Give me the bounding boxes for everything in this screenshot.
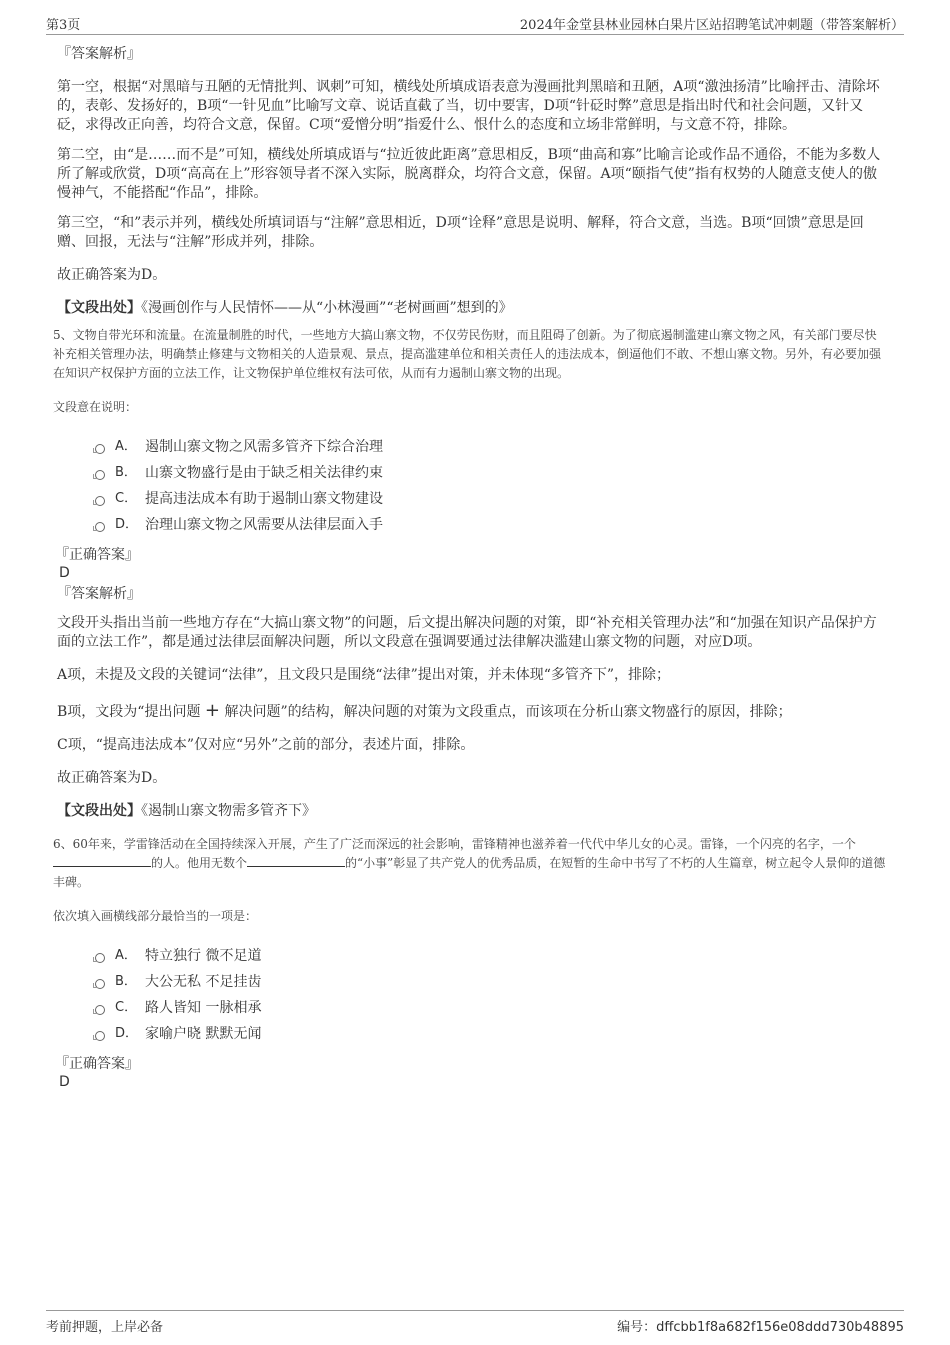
radio-icon[interactable] (95, 1031, 105, 1041)
stem-text: 的人。他用无数个 (151, 856, 248, 870)
radio-icon[interactable] (95, 496, 105, 506)
q4-analysis (57, 44, 886, 318)
page-number: 第3页 (46, 18, 81, 33)
radio-icon[interactable] (95, 470, 105, 480)
option-c[interactable] (95, 995, 886, 1021)
correct-answer: D (59, 1074, 70, 1090)
question-stem (53, 835, 886, 892)
fill-blank (247, 854, 345, 867)
source-title: 《遏制山寨文物需多管齐下》 (141, 803, 316, 819)
option-list (95, 434, 886, 538)
option-text: 路人皆知 一脉相承 (145, 1000, 262, 1016)
question-6 (53, 835, 886, 1091)
radio-icon[interactable] (95, 953, 105, 963)
document-title: 2024年金堂县林业园林白果片区站招聘笔试冲刺题（带答案解析） (519, 18, 904, 33)
option-text: 特立独行 微不足道 (145, 948, 262, 964)
document-code (617, 1316, 904, 1335)
source-title: 《漫画创作与人民情怀——从“小林漫画”“老树画画”想到的》 (141, 300, 513, 316)
code-value: dffcbb1f8a682f156e08ddd730b48895 (656, 1320, 904, 1335)
source-citation (57, 299, 886, 318)
option-d[interactable] (95, 1021, 886, 1047)
option-a[interactable] (95, 434, 886, 460)
option-b[interactable] (95, 460, 886, 486)
question-5 (53, 326, 886, 821)
radio-icon[interactable] (95, 522, 105, 532)
option-c[interactable] (95, 486, 886, 512)
option-letter: D． (115, 1026, 139, 1041)
option-letter: A． (115, 439, 137, 454)
analysis-paragraph: A项，未提及文段的关键词“法律”，且文段只是围绕“法律”提出对策，并未体现“多管齐下”，排除； (57, 667, 671, 683)
analysis-paragraph: 第二空，由“是……而不是”可知，横线处所填成语与“拉近彼此距离”意思相反，B项“曲高和寡”比喻言论或作品不通俗，不能为多数人所了解或欣赏，D项“高高在上”形容领导者不深入实际，脱离群众，均符合文意，保留。A项“颐指气使”指有权势的人随意支使人的傲慢神气，不能搭配“作品”，排除。 (57, 147, 881, 201)
analysis-paragraph (57, 701, 886, 722)
option-text: 大公无私 不足挂齿 (145, 974, 262, 990)
option-b[interactable] (95, 969, 886, 995)
radio-icon[interactable] (95, 979, 105, 989)
analysis-conclusion: 故正确答案为D。 (57, 770, 167, 786)
stem-text: 6、60年来，学雷锋活动在全国持续深入开展，产生了广泛而深远的社会影响，雷锋精神也滋养着一代代中华儿女的心灵。雷锋，一个闪亮的名字，一个 (53, 837, 856, 851)
option-a[interactable] (95, 943, 886, 969)
source-label: 【文段出处】 (57, 300, 141, 316)
page-header (46, 14, 904, 35)
code-label: 编号： (617, 1320, 657, 1335)
fill-blank (53, 854, 151, 867)
analysis-paragraph: 文段开头指出当前一些地方存在“大搞山寨文物”的问题，后文提出解决问题的对策，即“补充相关管理办法”和“加强在知识产品保护方面的立法工作”，都是通过法律层面解决问题，所以文段意在强调要通过法律解决滥建山寨文物的问题，对应D项。 (57, 615, 877, 650)
option-letter: C． (115, 1000, 138, 1015)
source-label: 【文段出处】 (57, 803, 141, 819)
analysis-text: 解决问题”的结构，解决问题的对策为文段重点，而该项在分析山寨文物盛行的原因，排除； (224, 704, 792, 720)
radio-icon[interactable] (95, 1005, 105, 1015)
option-letter: D． (115, 517, 139, 532)
source-citation (57, 802, 886, 821)
analysis-paragraph: 第一空，根据“对黑暗与丑陋的无情批判、讽刺”可知，横线处所填成语表意为漫画批判黑暗和丑陋，A项“激浊扬清”比喻抨击、清除坏的，表彰、发扬好的，B项“一针见血”比喻写文章、说话直截了当，切中要害，D项“针砭时弊”意思是指出时代和社会问题，又针又砭，求得改正向善，均符合文意，保留。C项“爱憎分明”指爱什么、恨什么的态度和立场非常鲜明，与文意不符，排除。 (57, 79, 880, 133)
option-letter: B． (115, 465, 137, 480)
question-prompt: 文段意在说明： (53, 400, 138, 414)
option-text: 治理山寨文物之风需要从法律层面入手 (145, 517, 383, 533)
question-prompt: 依次填入画横线部分最恰当的一项是： (53, 909, 258, 923)
plus-symbol: + (204, 700, 220, 721)
analysis-conclusion: 故正确答案为D。 (57, 267, 167, 283)
option-text: 山寨文物盛行是由于缺乏相关法律约束 (145, 465, 383, 481)
page-footer (46, 1310, 904, 1335)
page-content (53, 44, 886, 1093)
option-letter: B． (115, 974, 137, 989)
option-text: 提高违法成本有助于遏制山寨文物建设 (145, 491, 383, 507)
option-text: 家喻户晓 默默无闻 (145, 1026, 262, 1042)
option-d[interactable] (95, 512, 886, 538)
analysis-paragraph: C项，“提高违法成本”仅对应“另外”之前的部分，表述片面，排除。 (57, 737, 475, 753)
answer-tag: 『正确答案』 (55, 1056, 139, 1072)
option-text: 遏制山寨文物之风需多管齐下综合治理 (145, 439, 383, 455)
analysis-paragraph: 第三空，“和”表示并列，横线处所填词语与“注解”意思相近，D项“诠释”意思是说明、解释，符合文意，当选。B项“回馈”意思是回赠、回报，无法与“注解”形成并列，排除。 (57, 215, 864, 250)
correct-answer: D (59, 565, 70, 581)
analysis-tag: 『答案解析』 (57, 46, 141, 62)
answer-tag: 『正确答案』 (55, 547, 139, 563)
analysis-tag: 『答案解析』 (57, 586, 141, 602)
option-list (95, 943, 886, 1047)
stem-text: 的“小事”彰显了共产党人的优秀品质，在短暂的生命中书写了不朽的人生篇章，树立起令人景仰的道德丰碑。 (53, 856, 886, 889)
radio-icon[interactable] (95, 444, 105, 454)
analysis-text: B项，文段为“提出问题 (57, 704, 201, 720)
option-letter: C． (115, 491, 138, 506)
question-stem: 5、文物自带光环和流量。在流量制胜的时代，一些地方大搞山寨文物，不仅劳民伤财，而且阻碍了创新。为了彻底遏制滥建山寨文物之风，有关部门要尽快补充相关管理办法，明确禁止修建与文物相关的人造景观、景点，提高滥建单位和相关责任人的违法成本，倒逼他们不敢、不想山寨文物。另外，有必要加强在知识产权保护方面的立法工作，让文物保护单位维权有法可依，从而有力遏制山寨文物的出现。 (53, 328, 882, 380)
option-letter: A． (115, 948, 137, 963)
footer-slogan: 考前押题，上岸必备 (46, 1320, 164, 1335)
